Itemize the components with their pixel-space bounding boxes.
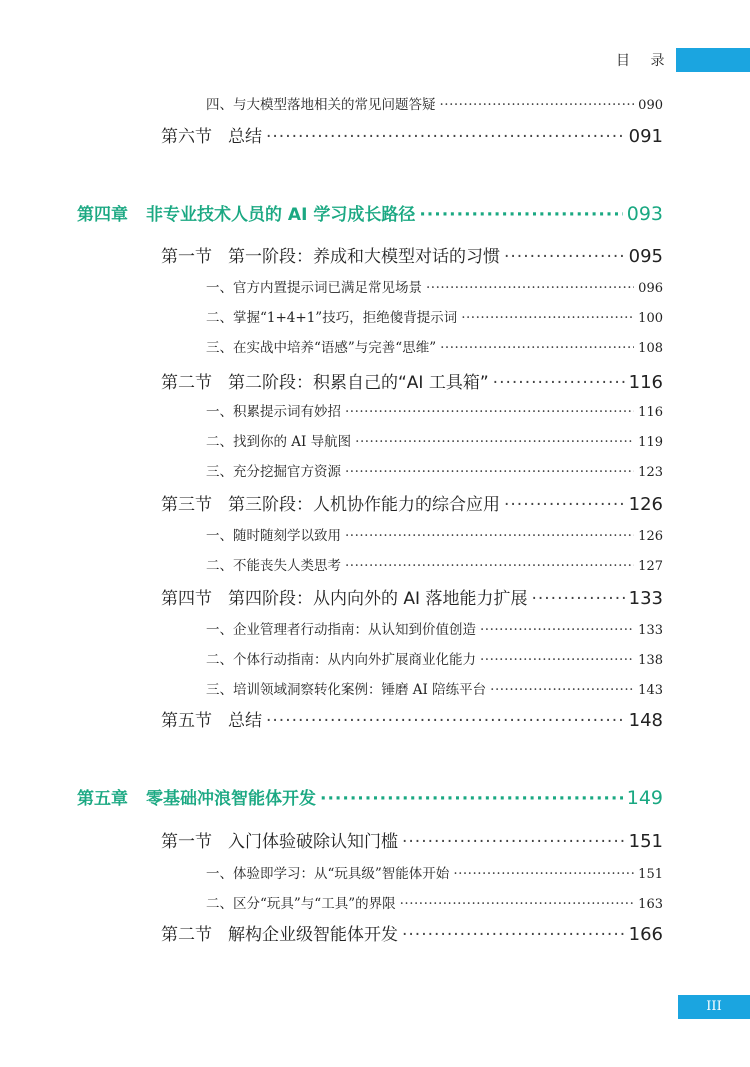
leader-dots <box>266 711 625 731</box>
page-number: 091 <box>628 126 663 147</box>
sub-title: 一、随时随刻学以致用 <box>206 528 341 544</box>
section-title: 第三阶段：人机协作能力的综合应用 <box>228 495 500 515</box>
page-number: 126 <box>628 494 663 515</box>
page-number: 151 <box>628 831 663 852</box>
leader-dots <box>480 652 634 668</box>
page-number: 123 <box>638 465 663 480</box>
page-number: 151 <box>638 867 663 882</box>
section-title: 第二阶段：积累自己的“AI 工具箱” <box>228 373 489 393</box>
leader-dots <box>493 373 625 393</box>
page-header-title: 目 录 <box>616 53 673 69</box>
page-number: 093 <box>626 203 663 225</box>
leader-dots <box>461 310 634 326</box>
section-number: 第二节 <box>161 925 212 945</box>
page-number: 148 <box>628 710 663 731</box>
chapter-title: 非专业技术人员的 AI 学习成长路径 <box>146 205 416 225</box>
sub-title: 三、在实战中培养“语感”与完善“思维” <box>206 340 437 356</box>
leader-dots <box>531 589 624 609</box>
leader-dots <box>345 528 634 544</box>
toc-section-entry <box>161 706 663 731</box>
leader-dots <box>419 205 622 225</box>
leader-dots <box>453 866 634 882</box>
page-number: 163 <box>638 897 663 912</box>
toc-sub-entry <box>206 400 663 420</box>
leader-dots <box>402 925 625 945</box>
toc-sub-entry <box>206 618 663 638</box>
sub-title: 三、充分挖掘官方资源 <box>206 464 341 480</box>
section-title: 入门体验破除认知门槛 <box>228 832 398 852</box>
section-number: 第三节 <box>161 495 212 515</box>
sub-title: 一、企业管理者行动指南：从认知到价值创造 <box>206 622 476 638</box>
leader-dots <box>345 404 634 420</box>
section-title: 第四阶段：从内向外的 AI 落地能力扩展 <box>228 589 528 609</box>
leader-dots <box>355 434 634 450</box>
page-number: 138 <box>638 653 663 668</box>
section-title: 第一阶段：养成和大模型对话的习惯 <box>228 247 500 267</box>
page-number: 119 <box>638 435 663 450</box>
leader-dots <box>402 832 625 852</box>
header-accent-bar <box>676 48 750 72</box>
toc-sub-entry <box>206 554 663 574</box>
leader-dots <box>345 558 634 574</box>
toc-sub-entry <box>206 524 663 544</box>
sub-title: 三、培训领域洞察转化案例：锤磨 AI 陪练平台 <box>206 682 487 698</box>
section-title: 解构企业级智能体开发 <box>228 925 398 945</box>
page-number: 096 <box>638 281 663 296</box>
page-number: 149 <box>626 787 663 809</box>
toc-sub-entry <box>206 892 663 912</box>
leader-dots <box>504 495 625 515</box>
toc-section-entry <box>161 584 663 609</box>
chapter-title: 零基础冲浪智能体开发 <box>146 789 316 809</box>
toc-chapter-entry <box>77 200 663 225</box>
sub-title: 二、找到你的 AI 导航图 <box>206 434 352 450</box>
page-number: 127 <box>638 559 663 574</box>
section-title: 总结 <box>228 711 262 731</box>
toc-sub-entry <box>206 862 663 882</box>
sub-title: 一、积累提示词有妙招 <box>206 404 341 420</box>
leader-dots <box>490 682 634 698</box>
chapter-number: 第四章 <box>77 205 128 225</box>
page-number: 100 <box>638 311 663 326</box>
toc-sub-entry <box>206 678 663 698</box>
section-title: 总结 <box>228 127 262 147</box>
page-number: 143 <box>638 683 663 698</box>
chapter-number: 第五章 <box>77 789 128 809</box>
page-number: 108 <box>638 341 663 356</box>
sub-title: 二、不能丧失人类思考 <box>206 558 341 574</box>
page-number: 133 <box>628 588 663 609</box>
page-number: 116 <box>628 372 663 393</box>
section-number: 第四节 <box>161 589 212 609</box>
page-number: 166 <box>628 924 663 945</box>
toc-section-entry <box>161 920 663 945</box>
toc-sub-entry <box>206 460 663 480</box>
toc-section-entry <box>161 827 663 852</box>
page-number: 090 <box>638 98 663 113</box>
leader-dots <box>440 340 634 356</box>
section-number: 第五节 <box>161 711 212 731</box>
section-number: 第一节 <box>161 247 212 267</box>
leader-dots <box>426 280 634 296</box>
toc-sub-entry <box>206 648 663 668</box>
page-number: 133 <box>638 623 663 638</box>
leader-dots <box>400 896 635 912</box>
toc-chapter-entry <box>77 784 663 809</box>
section-number: 第二节 <box>161 373 212 393</box>
toc-sub-entry <box>206 430 663 450</box>
toc-sub-entry <box>206 306 663 326</box>
toc-sub-entry <box>206 276 663 296</box>
leader-dots <box>266 127 625 147</box>
toc-section-entry <box>161 242 663 267</box>
leader-dots <box>480 622 634 638</box>
sub-title: 一、体验即学习：从“玩具级”智能体开始 <box>206 866 450 882</box>
toc-section-entry <box>161 122 663 147</box>
section-number: 第六节 <box>161 127 212 147</box>
section-number: 第一节 <box>161 832 212 852</box>
toc-sub-entry <box>206 93 663 113</box>
page-number: 126 <box>638 529 663 544</box>
sub-title: 二、掌握“1+4+1”技巧，拒绝傻背提示词 <box>206 310 458 326</box>
leader-dots <box>440 97 635 113</box>
page-number-tab: III <box>678 995 750 1019</box>
page-number: 095 <box>628 246 663 267</box>
sub-title: 二、个体行动指南：从内向外扩展商业化能力 <box>206 652 476 668</box>
toc-section-entry <box>161 490 663 515</box>
leader-dots <box>320 789 623 809</box>
leader-dots <box>345 464 634 480</box>
leader-dots <box>504 247 625 267</box>
sub-title: 一、官方内置提示词已满足常见场景 <box>206 280 422 296</box>
page-number: 116 <box>638 405 663 420</box>
toc-section-entry <box>161 368 663 393</box>
sub-title: 二、区分“玩具”与“工具”的界限 <box>206 896 396 912</box>
toc-sub-entry <box>206 336 663 356</box>
sub-title: 四、与大模型落地相关的常见问题答疑 <box>206 97 436 113</box>
